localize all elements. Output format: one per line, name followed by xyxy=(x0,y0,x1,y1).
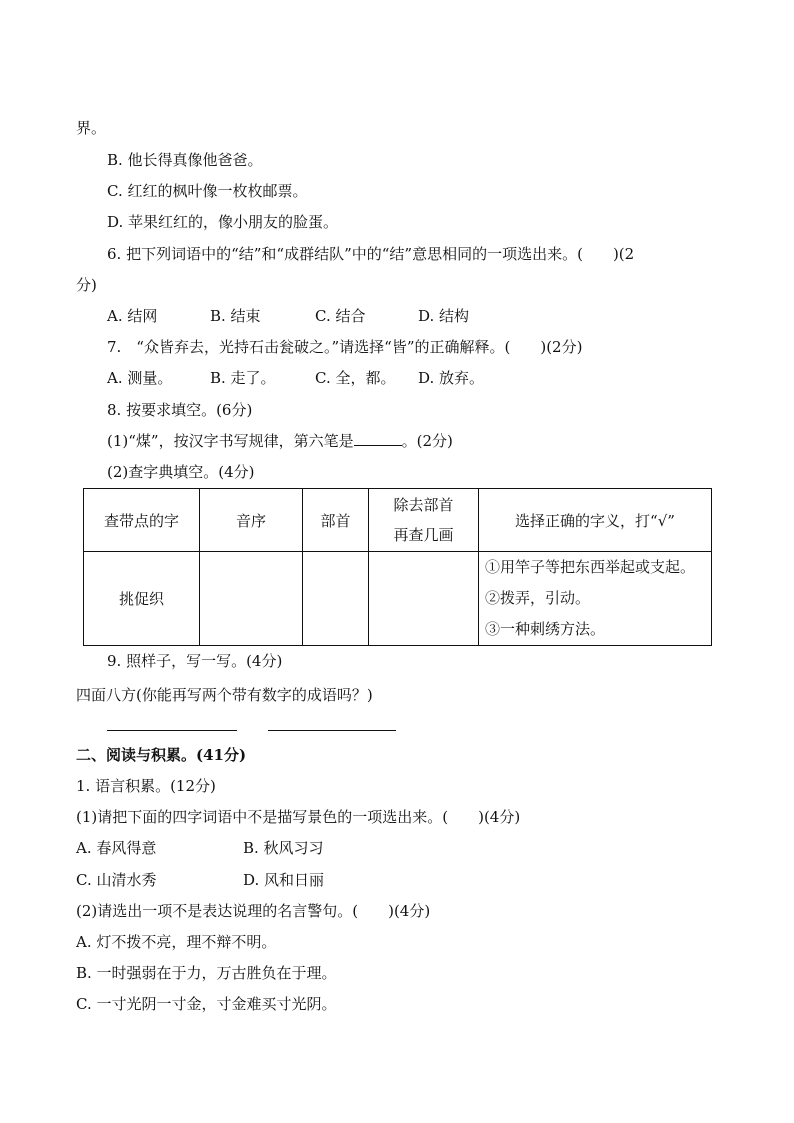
option-b: B. 一时强弱在于力，万古胜负在于理。 xyxy=(76,964,337,982)
option-d: D. 结构 xyxy=(418,307,470,325)
table-cell-blank[interactable] xyxy=(369,552,479,646)
question-8-2: (2)查字典填空。(4分) xyxy=(107,463,255,481)
meaning-option[interactable]: ③一种刺绣方法。 xyxy=(485,620,606,638)
table-cell-blank[interactable] xyxy=(303,552,369,646)
text-line: 分) xyxy=(76,276,97,294)
option-b: B. 秋风习习 xyxy=(243,839,324,857)
subquestion-1-1: (1)请把下面的四字词语中不是描写景色的一项选出来。( )(4分) xyxy=(76,808,521,826)
table-cell-options xyxy=(479,552,712,646)
table-header xyxy=(369,489,479,552)
table-header-line: 再查几画 xyxy=(393,526,454,544)
question-8: 8. 按要求填空。(6分) xyxy=(107,401,253,419)
answer-line[interactable] xyxy=(268,730,396,731)
option-c: C. 全，都。 xyxy=(315,369,396,387)
text-line: D. 苹果红红的，像小朋友的脸蛋。 xyxy=(107,213,339,231)
dictionary-table xyxy=(83,488,712,646)
answer-line[interactable] xyxy=(107,730,237,731)
text-line: B. 他长得真像他爸爸。 xyxy=(107,151,263,169)
text-line: C. 红红的枫叶像一枚枚邮票。 xyxy=(107,182,308,200)
option-a: A. 灯不拨不亮，理不辩不明。 xyxy=(76,933,277,951)
option-a: A. 结网 xyxy=(107,307,158,325)
question-7: 7. “众皆弃去，光持石击瓮破之。”请选择“皆”的正确解释。( )(2分) xyxy=(107,338,583,356)
option-d: D. 放弃。 xyxy=(418,369,485,387)
table-header: 选择正确的字义，打“√” xyxy=(479,489,712,552)
answer-blank[interactable] xyxy=(354,431,402,446)
question-9: 9. 照样子，写一写。(4分) xyxy=(107,652,283,670)
text-line: 界。 xyxy=(76,119,107,137)
option-a: A. 测量。 xyxy=(107,369,173,387)
table-header-line: 除去部首 xyxy=(393,496,454,514)
table-header: 查带点的字 xyxy=(84,489,200,552)
option-a: A. 春风得意 xyxy=(76,839,157,857)
option-c: C. 结合 xyxy=(315,307,366,325)
subquestion-1: 1. 语言积累。(12分) xyxy=(76,777,216,795)
meaning-option[interactable]: ①用竿子等把东西举起或支起。 xyxy=(485,558,696,576)
subquestion-1-2: (2)请选出一项不是表达说理的名言警句。( )(4分) xyxy=(76,902,431,920)
question-8-1-text: (1)“煤”，按汉字书写规律，第六笔是 xyxy=(107,432,354,450)
question-6: 6. 把下列词语中的“结”和“成群结队”中的“结”意思相同的一项选出来。( )(2 xyxy=(107,245,635,263)
table-cell-char: 挑促织 xyxy=(84,552,200,646)
table-header: 部首 xyxy=(303,489,369,552)
option-b: B. 结束 xyxy=(210,307,261,325)
table-header: 音序 xyxy=(200,489,303,552)
option-c: C. 一寸光阴一寸金，寸金难买寸光阴。 xyxy=(76,995,337,1013)
question-8-1-score: 。(2分) xyxy=(401,432,453,450)
option-b: B. 走了。 xyxy=(210,369,276,387)
table-cell-blank[interactable] xyxy=(200,552,303,646)
question-9-example: 四面八方(你能再写两个带有数字的成语吗？) xyxy=(76,686,373,704)
option-d: D. 风和日丽 xyxy=(243,871,325,889)
section-heading: 二、阅读与积累。(41分) xyxy=(76,746,247,764)
meaning-option[interactable]: ②拨弄，引动。 xyxy=(485,589,591,607)
option-c: C. 山清水秀 xyxy=(76,871,157,889)
question-8-1 xyxy=(107,431,453,451)
